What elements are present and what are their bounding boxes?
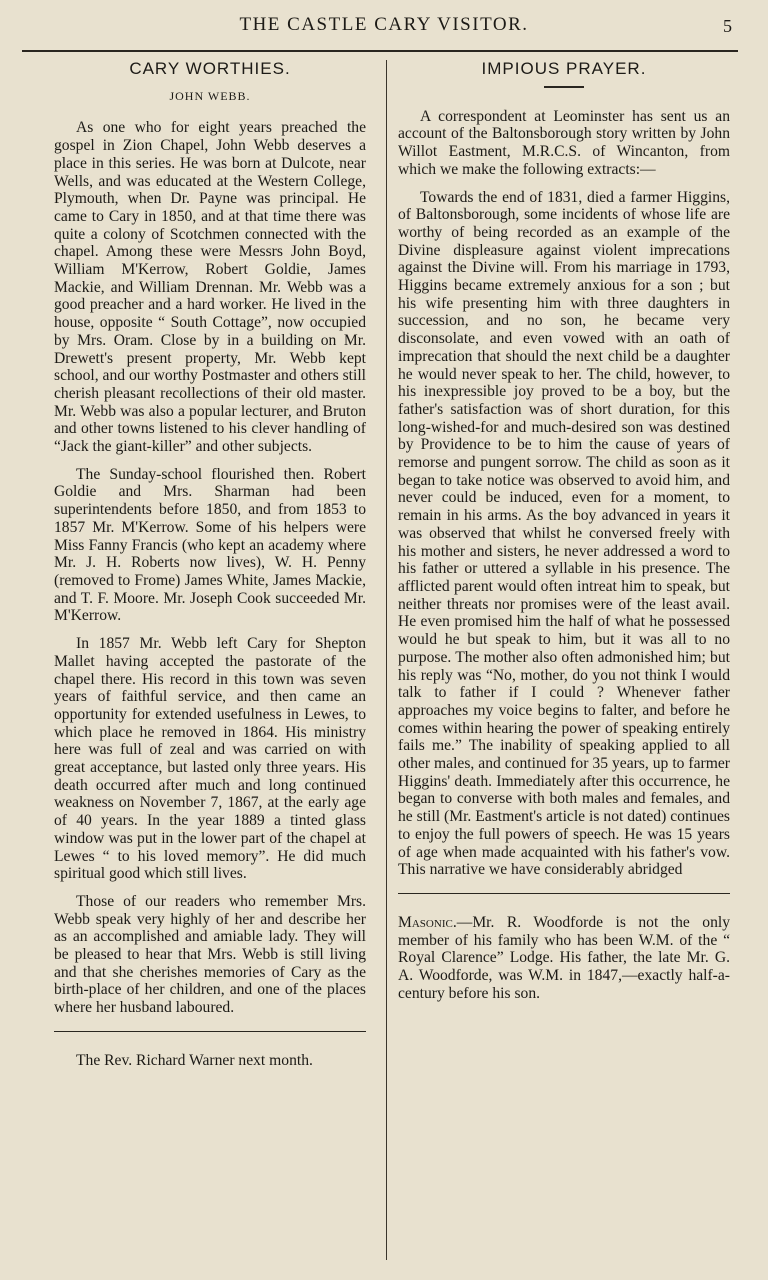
article-paragraph: Those of our readers who remember Mrs. Webb speak very highly of her and describe her as an accomplished and amiable lady. They will be pleased to hear that Mrs. Webb is still living and that she cherishes memories of Cary as the birth-place of her children, and one of the places where her husband laboured. [54, 892, 366, 1017]
column-separator [386, 60, 387, 1260]
john-webb-subheading: JOHN WEBB. [169, 88, 251, 103]
article-paragraph: As one who for eight years preached the gospel in Zion Chapel, John Webb deserves a place in this series. He was born at Dulcote, near Wells, and was educated at the Western College, Plymouth, when Dr. Payne was principal. He came to Cary in 1850, and at that time there was quite a colony of Scotchmen connected with the chapel. Among these were Messrs John Boyd, William M'Kerrow, Robert Goldie, James Mackie, and William Drennan. Mr. Webb was a good preacher and a hard worker. He lived in the house, opposite “ South Cottage”, now occupied by Mrs. Oram. Close by in a building on Mr. Drewett's present property, Mr. Webb kept school, and our worthy Postmaster and others still cherish pleasant recollections of their old master. Mr. Webb was also a popular lecturer, and Bruton and other towns listened to his clever handling of “Jack the giant-killer” and other subjects. [54, 119, 366, 456]
section-divider [398, 893, 730, 894]
masonic-text: —Mr. R. Woodforde is not the only member of his family who has been W.M. of the “ Royal Clarence” Lodge. His father, the late Mr. G. A. Woodforde, was W.M. in 1847,—exactly half-a-century before his son. [398, 913, 730, 1002]
publication-title: THE CASTLE CARY VISITOR. [239, 14, 529, 35]
article-paragraph: Towards the end of 1831, died a farmer Higgins, of Baltonsborough, some incidents of whose life are worthy of being recorded as an example of the Divine displeasure against violent imprecations against the Divine will. From his marriage in 1793, Higgins became extremely anxious for a son ; but his wife presenting him with three daughters in succession, and no son, he became very disconsolate, and even vowed with an oath of imprecation that should the next child be a daughter he would never speak to her. The child, however, to his inexpressible joy proved to be a boy, but the father's satisfaction was of short duration, for this long-wished-for and much-desired son was destined by Providence to be to him the cause of years of remorse and pungent sorrow. The child as soon as it began to take notice was observed to avoid him, and never could be induced, even for a moment, to remain in his arms. As the boy advanced in years it was observed that whilst he conversed freely with his mother and sisters, he never addressed a word to his father or uttered a syllable in his presence. The afflicted parent would often intreat him to speak, but neither threats nor promises were of the least avail. He even promised him the half of what he possessed would he but speak to him, but it was all to no purpose. The mother also often admonished him; but his reply was “No, mother, do you not think I would talk to father if I could ? Whenever father approaches my voice begins to falter, and before he comes within hearing the power of speaking entirely fails me.” The inability of speaking applied to all other males, and continued for 35 years, up to farmer Higgins' death. Immediately after this occurrence, he began to converse with both males and females, and he still (Mr. Eastment's article is not dated) continues to enjoy the full powers of speech. He was 15 years of age when made acquainted with his father's vow. This narrative we have considerably abridged [398, 188, 730, 879]
impious-prayer-heading: IMPIOUS PRAYER. [481, 59, 647, 78]
header-rule [22, 50, 738, 52]
article-paragraph: A correspondent at Leominster has sent us an account of the Baltonsborough story written by John Willot Eastment, M.R.C.S. of Wincanton, from which we make the following extracts:— [398, 107, 730, 178]
left-column [54, 60, 366, 1080]
page-number: 5 [723, 16, 732, 36]
section-divider [54, 1031, 366, 1032]
next-month-note: The Rev. Richard Warner next month. [76, 1051, 313, 1069]
page-header [0, 10, 768, 46]
masonic-paragraph [398, 914, 730, 1003]
article-paragraph: The Sunday-school flourished then. Robert Goldie and Mrs. Sharman had been superintendents before 1850, and from 1853 to 1857 Mr. M'Kerrow. Some of his helpers were Miss Fanny Francis (who kept an academy where Mr. J. H. Roberts now lives), W. H. Penny (removed to Frome) James White, James Mackie, and T. F. Moore. Mr. Joseph Cook succeeded Mr. M'Kerrow. [54, 465, 366, 625]
masonic-label: Masonic. [398, 913, 457, 931]
cary-worthies-heading: CARY WORTHIES. [129, 59, 291, 78]
heading-rule [544, 86, 584, 88]
right-column [398, 60, 730, 1012]
article-paragraph: In 1857 Mr. Webb left Cary for Shepton Mallet having accepted the pastorate of the chapel there. His record in this town was seven years of faithful service, and then came an opportunity for extended usefulness in Lewes, to which place he removed in 1864. His ministry here was full of zeal and was carried on with great acceptance, but lasted only three years. His death occurred after much and long continued weakness on November 7, 1867, at the early age of 40 years. In the year 1889 a tinted glass window was put in the lower part of the chapel at Lewes “ to his loved memory”. He did much spiritual good which still lives. [54, 635, 366, 883]
